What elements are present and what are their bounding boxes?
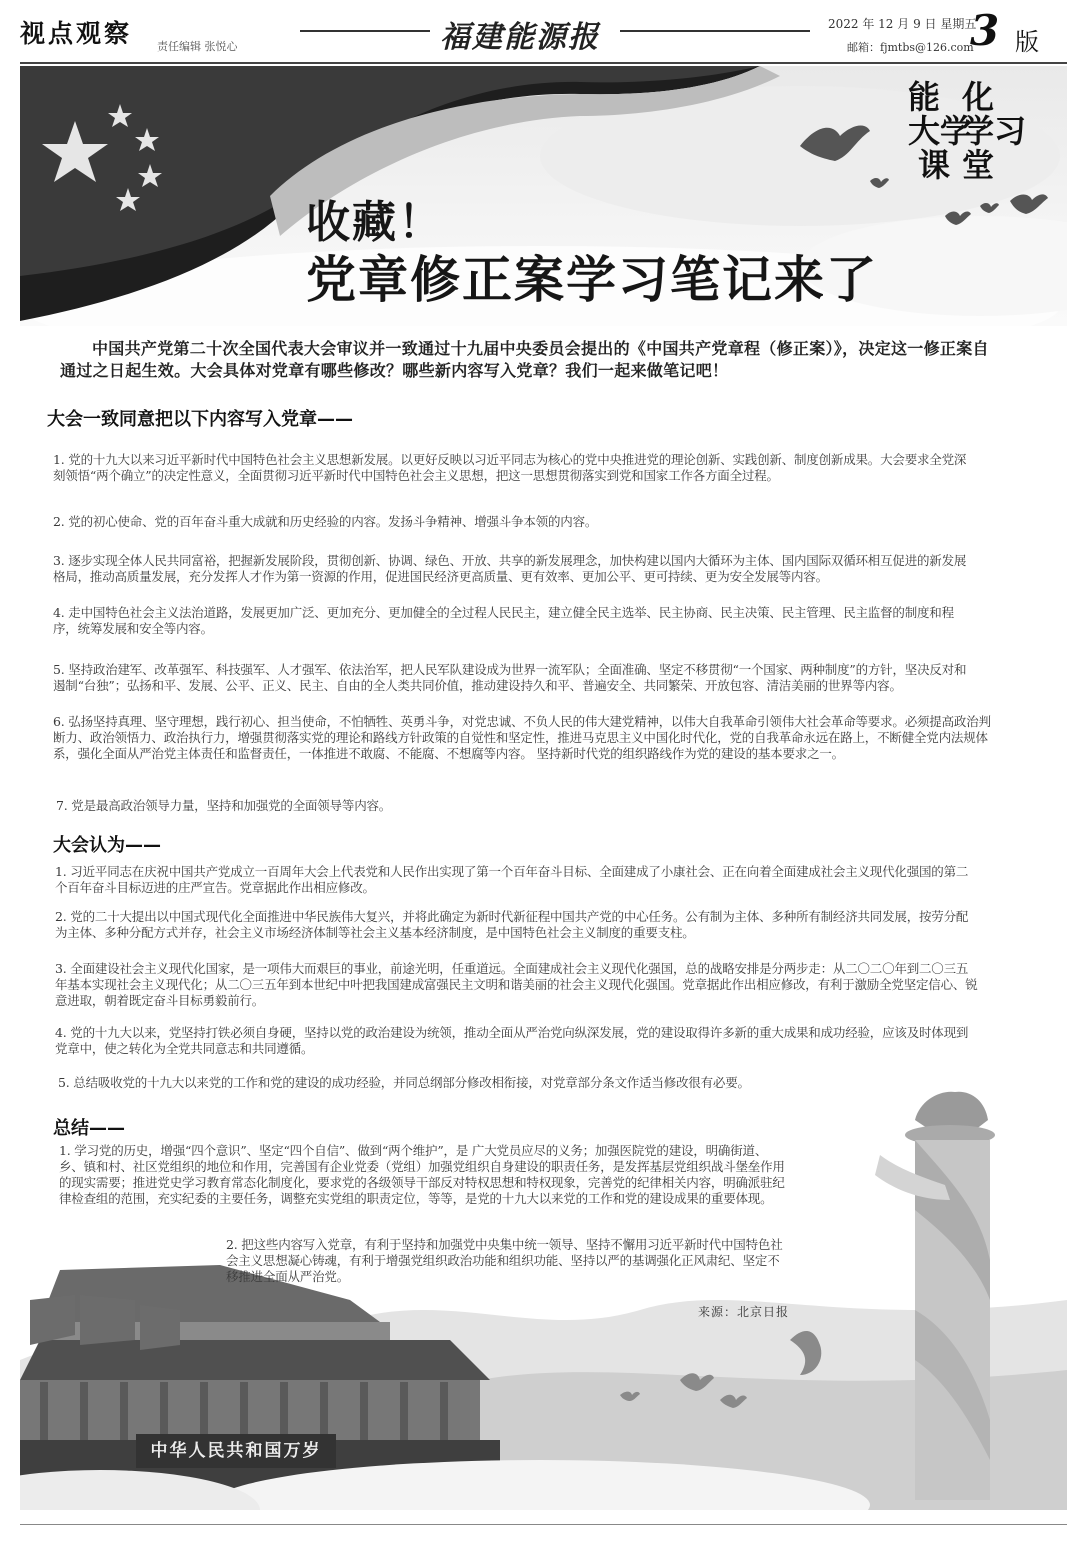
- series-char: 能: [908, 78, 941, 116]
- section-1-item-3: 3. 逐步实现全体人民共同富裕，把握新发展阶段，贯彻创新、协调、绿色、开放、共享的新发展理念，加快构建以国内大循环为主体、国内国际双循环相互促进的新发展格局，推动高质量发展，充分发挥人才作为第一资源的作用，促进国民经济更高质量、更有效率、更加公平、更可持续、更为安全发展等内容。: [53, 553, 967, 584]
- section-heading-3: 总结——: [53, 1118, 125, 1139]
- headline-line-2: 党章修正案学习笔记来了: [306, 251, 878, 309]
- section-heading-1: 大会一致同意把以下内容写入党章——: [47, 409, 353, 430]
- gate-columns: [20, 1380, 480, 1440]
- series-char: 学习: [962, 112, 1027, 150]
- section-1-item-1: 1. 党的十九大以来习近平新时代中国特色社会主义思想新发展。以更好反映以习近平同志为核心的党中央推进党的理论创新、实践创新、制度创新成果。大会要求全党深刻领悟“两个确立”的决定性意义，全面贯彻习近平新时代中国特色社会主义思想，把这一思想贯彻落实到党和国家工作各方面全过程。: [53, 452, 967, 483]
- dove-icon: [980, 203, 999, 213]
- section-3-item-2: 2. 把这些内容写入党章，有利于坚持和加强党中央集中统一领导、坚持不懈用习近平新时代中国特色社会主义思想凝心铸魂，有利于增强党组织政治功能和组织功能、坚持以严的基调强化正风肃纪、坚定不移推进全面从严治党。: [226, 1237, 783, 1284]
- email-address: 邮箱：fjmtbs@126.com: [847, 41, 974, 54]
- section-2-item-4: 4. 党的十九大以来，党坚持打铁必须自身硬，坚持以党的政治建设为统领，推动全面从严治党向纵深发展，党的建设取得许多新的重大成果和成功经验，应该及时体现到党章中，使之转化为全党共同意志和共同遵循。: [55, 1025, 969, 1056]
- section-1-item-5: 5. 坚持政治建军、改革强军、科技强军、人才强军、依法治军，把人民军队建设成为世界一流军队；全面准确、坚定不移贯彻“一个国家、两种制度”的方针，坚决反对和遏制“台独”；弘扬和平、发展、公平、正义、民主、自由的全人类共同价值，推动建设持久和平、普遍安全、共同繁荣、开放包容、清洁美丽的世界等内容。: [53, 662, 967, 693]
- edition-label: 版: [1015, 28, 1039, 56]
- masthead-line-right: [620, 30, 810, 32]
- bottom-artwork: [20, 1060, 1067, 1510]
- series-char: 堂: [962, 146, 995, 184]
- series-char: 化: [962, 78, 995, 116]
- series-column-2: [962, 80, 1026, 182]
- masthead: [0, 0, 1087, 64]
- issue-date: 2022 年 12 月 9 日 星期五: [828, 17, 977, 31]
- masthead-line-left: [300, 30, 430, 32]
- masthead-rule: [20, 62, 1067, 64]
- section-2-item-5: 5. 总结吸收党的十九大以来党的工作和党的建设的成功经验，并同总纲部分修改相衔接，对党章部分条文作适当修改很有必要。: [58, 1075, 750, 1090]
- newspaper-name: 福建能源报: [440, 20, 600, 55]
- dove-icon: [1010, 194, 1048, 214]
- lion-statue: [915, 1092, 988, 1130]
- gate-roof-lower: [20, 1340, 490, 1380]
- section-2-item-3: 3. 全面建设社会主义现代化国家，是一项伟大而艰巨的事业，前途光明，任重道远。全面建成社会主义现代化强国，总的战略安排是分两步走：从二〇二〇年到二〇三五年基本实现社会主义现代化；从二〇三五年到本世纪中叶把我国建成富强民主文明和谐美丽的社会主义现代化强国。党章据此作出相应修改，有利于激励全党坚定信心、锐意进取，朝着既定奋斗目标勇毅前行。: [55, 961, 978, 1008]
- section-3-item-1: 1. 学习党的历史，增强“四个意识”、坚定“四个自信”、做到“两个维护”，是 广大党员应尽的义务；加强医院党的建设，明确街道、乡、镇和村、社区党组织的地位和作用，完善国有企业党委（党组）加强党组织自身建设的职责任务，是发挥基层党组织战斗堡垒作用的现实需要；推进党史学习教育常态化制度化，要求党的各级领导干部反对特权思想和特权现象，完善党的纪律相关内容，明确派驻纪律检查组的范围，充实纪委的主要任务，调整充实党组的职责定位，等等，是党的十九大以来党的工作和党的建设成果的重要体现。: [59, 1143, 785, 1206]
- footer-rule: [20, 1524, 1067, 1525]
- gate-slogan-banner: 中华人民共和国万岁: [136, 1434, 336, 1468]
- section-2-item-2: 2. 党的二十大提出以中国式现代化全面推进中华民族伟大复兴，并将此确定为新时代新征程中国共产党的中心任务。公有制为主体、多种所有制经济共同发展，按劳分配为主体、多种分配方式并存，社会主义市场经济体制等社会主义基本经济制度，是中国特色社会主义制度的重要支柱。: [55, 909, 969, 940]
- source-credit: 来源：北京日报: [698, 1305, 790, 1319]
- intro-paragraph: 中国共产党第二十次全国代表大会审议并一致通过十九届中央委员会提出的《中国共产党章程（修正案）》，决定这一修正案自通过之日起生效。大会具体对党章有哪些修改？哪些新内容写入党章？我们一起来做笔记吧！: [60, 339, 989, 380]
- headline-line-1: 收藏！: [306, 197, 444, 248]
- section-1-item-2: 2. 党的初心使命、党的百年奋斗重大成就和历史经验的内容。发扬斗争精神、增强斗争本领的内容。: [53, 514, 598, 529]
- column-name: 视点观察: [20, 19, 133, 48]
- section-1-item-7: 7. 党是最高政治领导力量，坚持和加强党的全面领导等内容。: [56, 798, 392, 813]
- series-char: 大学: [908, 112, 973, 150]
- section-2-item-1: 1. 习近平同志在庆祝中国共产党成立一百周年大会上代表党和人民作出实现了第一个百年奋斗目标、全面建成了小康社会、正在向着全面建成社会主义现代化强国的第二个百年奋斗目标迈进的庄严宣告。党章据此作出相应修改。: [55, 864, 969, 895]
- editor-credit: 责任编辑 张悦心: [157, 40, 238, 53]
- hero-banner: [20, 66, 1067, 326]
- section-heading-2: 大会认为——: [53, 835, 161, 856]
- section-1-item-6: 6. 弘扬坚持真理、坚守理想，践行初心、担当使命，不怕牺牲、英勇斗争，对党忠诚、不负人民的伟大建党精神，以伟大自我革命引领伟大社会革命等要求。必须提高政治判断力、政治领悟力、政治执行力，增强贯彻落实党的理论和路线方针政策的自觉性和坚定性，推进马克思主义中国化时代化，党的自我革命永远在路上，不断健全党内法规体系，强化全面从严治党主体责任和监督责任，一体推进不敢腐、不能腐、不想腐等内容。 坚持新时代党的组织路线作为党的建设的基本要求之一。: [53, 714, 991, 761]
- series-char: 课: [918, 146, 951, 184]
- edition-number: 3: [970, 6, 1000, 55]
- section-1-item-4: 4. 走中国特色社会主义法治道路，发展更加广泛、更加充分、更加健全的全过程人民民主，建立健全民主选举、民主协商、民主决策、民主管理、民主监督的制度和程序，统筹发展和安全等内容。: [53, 605, 954, 636]
